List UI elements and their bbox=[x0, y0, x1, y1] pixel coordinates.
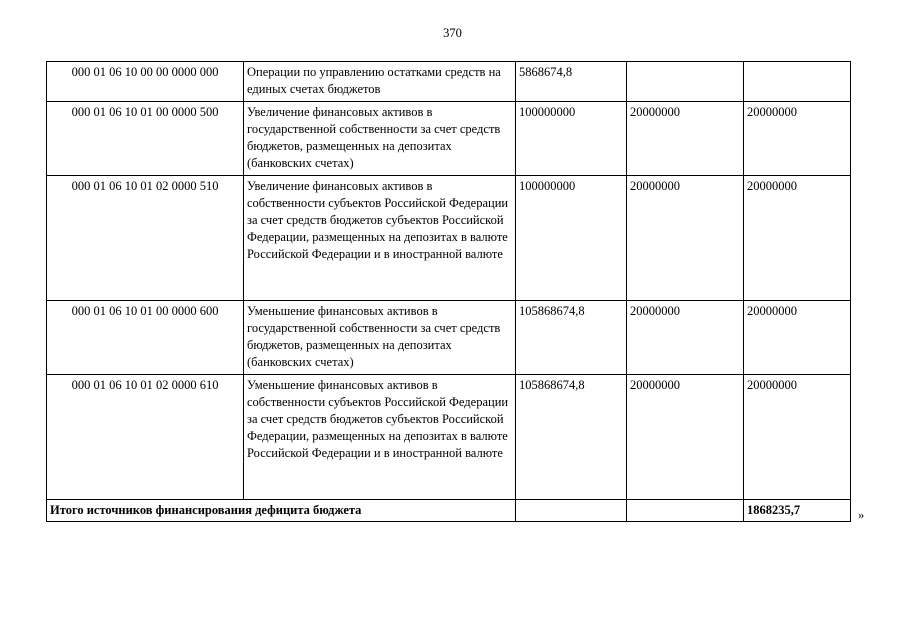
row-value-1: 100000000 bbox=[516, 176, 627, 301]
row-value-2: 20000000 bbox=[627, 176, 744, 301]
row-value-3 bbox=[744, 62, 851, 102]
row-code: 000 01 06 10 01 00 0000 500 bbox=[47, 102, 244, 176]
row-code: 000 01 06 10 01 02 0000 610 bbox=[47, 375, 244, 500]
total-value-1 bbox=[516, 500, 627, 522]
row-value-3: 20000000 bbox=[744, 375, 851, 500]
row-description: Увеличение финансовых активов в государственной собственности за счет средств бюджетов, размещенных на депозитах (банковских счетах) bbox=[244, 102, 516, 176]
row-description: Увеличение финансовых активов в собственности субъектов Российской Федерации за счет средств бюджетов субъектов Российской Федерации, размещенных на депозитах в валюте Российской Федерации и в иностранной валюте bbox=[244, 176, 516, 301]
table-row bbox=[47, 102, 851, 176]
closing-quote-mark: » bbox=[858, 508, 865, 522]
row-description: Уменьшение финансовых активов в государственной собственности за счет средств бюджетов, размещенных на депозитах (банковских счетах) bbox=[244, 301, 516, 375]
row-value-1: 105868674,8 bbox=[516, 375, 627, 500]
row-value-3: 20000000 bbox=[744, 102, 851, 176]
table-row bbox=[47, 62, 851, 102]
page-number: 370 bbox=[443, 26, 462, 40]
row-value-2 bbox=[627, 62, 744, 102]
row-value-1: 100000000 bbox=[516, 102, 627, 176]
table-row bbox=[47, 301, 851, 375]
row-value-1: 5868674,8 bbox=[516, 62, 627, 102]
row-value-3: 20000000 bbox=[744, 301, 851, 375]
table-row bbox=[47, 375, 851, 500]
total-label: Итого источников финансирования дефицита бюджета bbox=[47, 500, 516, 522]
total-value-3: 1868235,7 bbox=[744, 500, 851, 522]
row-value-2: 20000000 bbox=[627, 301, 744, 375]
row-value-3: 20000000 bbox=[744, 176, 851, 301]
row-code: 000 01 06 10 01 02 0000 510 bbox=[47, 176, 244, 301]
table-row bbox=[47, 176, 851, 301]
row-code: 000 01 06 10 01 00 0000 600 bbox=[47, 301, 244, 375]
total-row bbox=[47, 500, 851, 522]
row-description: Уменьшение финансовых активов в собственности субъектов Российской Федерации за счет средств бюджетов субъектов Российской Федерации, размещенных на депозитах в валюте Российской Федерации и в иностранной валюте bbox=[244, 375, 516, 500]
total-value-2 bbox=[627, 500, 744, 522]
row-value-1: 105868674,8 bbox=[516, 301, 627, 375]
budget-sources-table bbox=[46, 61, 851, 522]
row-value-2: 20000000 bbox=[627, 102, 744, 176]
row-description: Операции по управлению остатками средств на единых счетах бюджетов bbox=[244, 62, 516, 102]
row-value-2: 20000000 bbox=[627, 375, 744, 500]
row-code: 000 01 06 10 00 00 0000 000 bbox=[47, 62, 244, 102]
